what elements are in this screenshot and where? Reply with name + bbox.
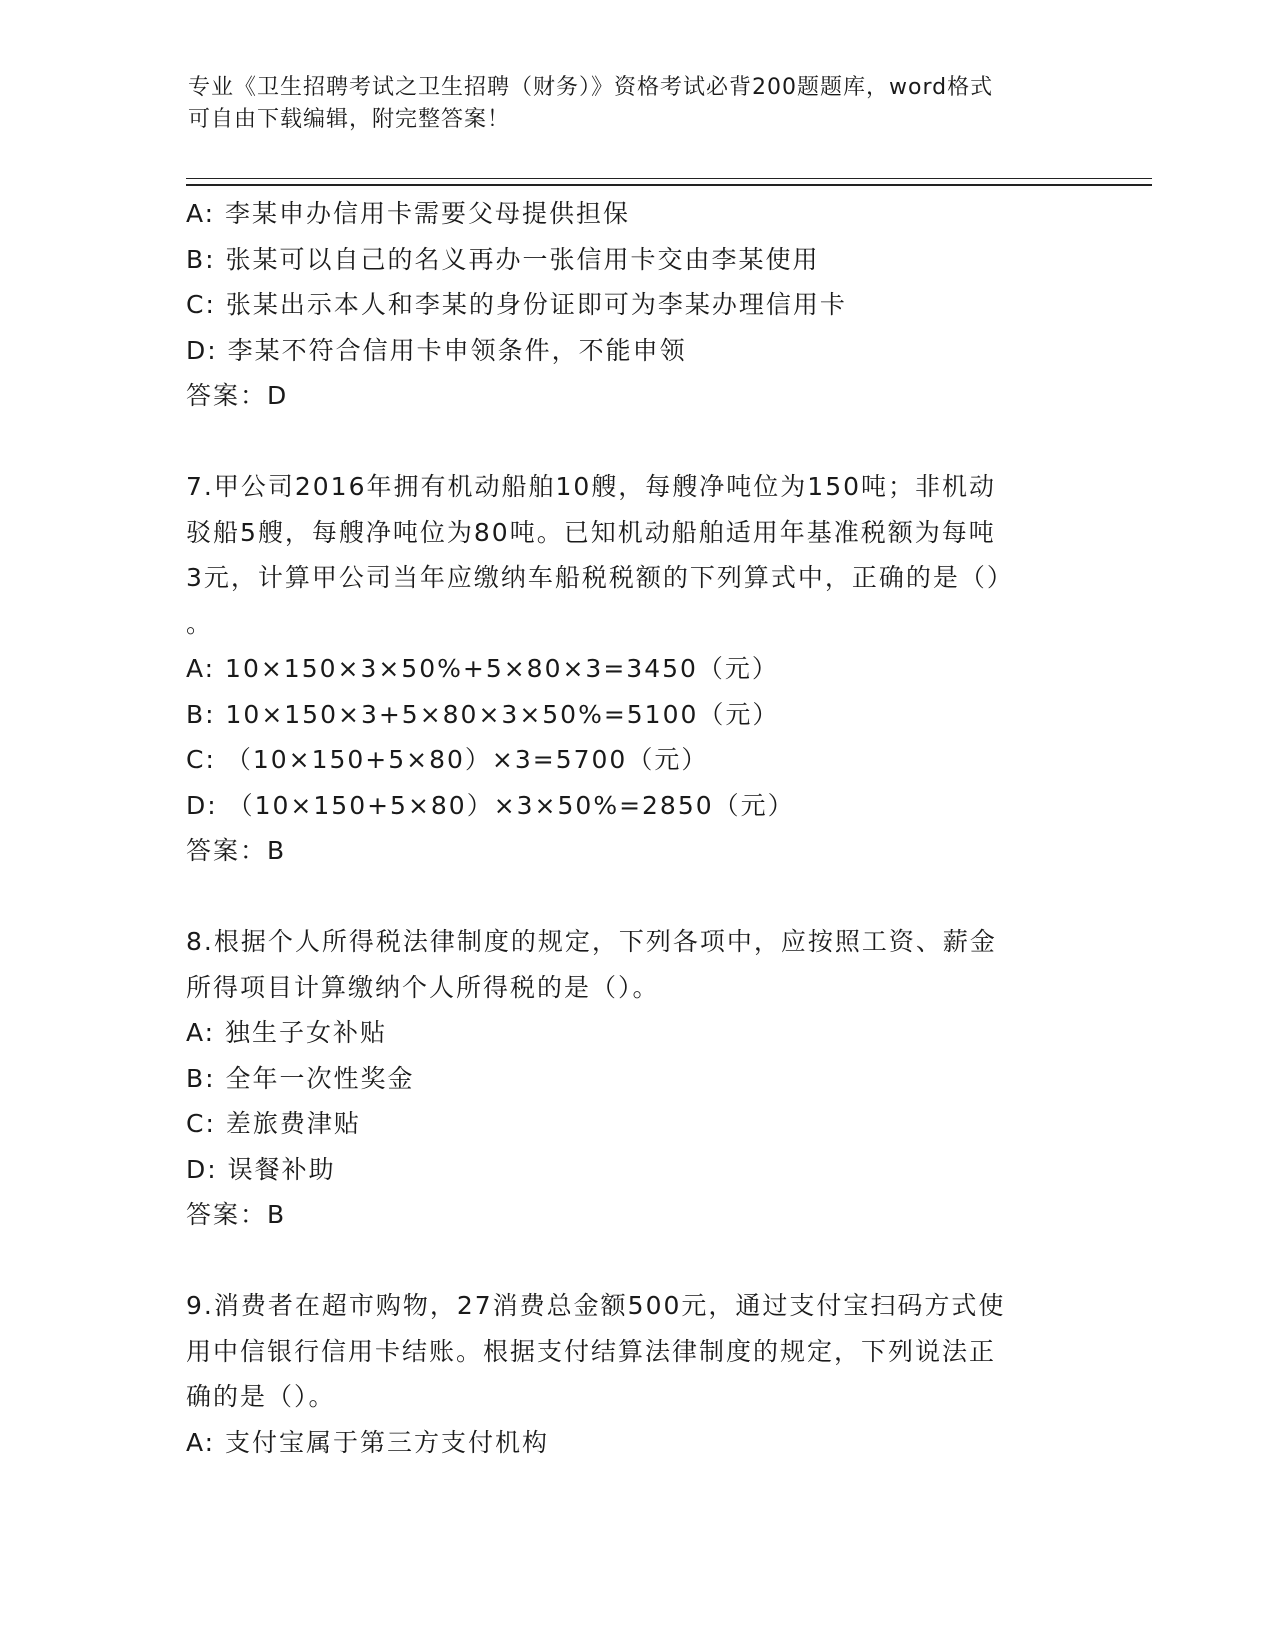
question-9-stem-line-2: 用中信银行信用卡结账。根据支付结算法律制度的规定，下列说法正	[186, 1336, 997, 1366]
question-7-answer: 答案：B	[186, 836, 287, 865]
header-title-line-2: 可自由下载编辑，附完整答案！	[188, 107, 511, 132]
header-divider	[186, 178, 1152, 186]
question-8-option-d: D: 误餐补助	[186, 1154, 336, 1184]
question-9-stem-line-3: 确的是（）。	[186, 1382, 336, 1411]
question-8-option-a: A: 独生子女补贴	[186, 1018, 388, 1047]
option-b: B: 张某可以自己的名义再办一张信用卡交由李某使用	[186, 244, 820, 274]
question-9-stem-line-1: 9.消费者在超市购物，27消费总金额500元，通过支付宝扫码方式使	[186, 1291, 1006, 1320]
question-8-option-b: B: 全年一次性奖金	[186, 1063, 415, 1093]
question-8-stem-line-2: 所得项目计算缴纳个人所得税的是（）。	[186, 972, 660, 1002]
question-7-option-d: D: （10×150+5×80）×3×50%=2850（元）	[186, 790, 795, 820]
question-7-option-a: A: 10×150×3×50%+5×80×3=3450（元）	[186, 654, 779, 683]
question-7-stem-line-2: 驳船5艘，每艘净吨位为80吨。已知机动船舶适用年基准税额为每吨	[186, 517, 996, 547]
question-7-stem-line-1: 7.甲公司2016年拥有机动船舶10艘，每艘净吨位为150吨；非机动	[186, 472, 997, 501]
question-8-answer: 答案：B	[186, 1200, 287, 1229]
document-header	[188, 72, 1068, 136]
option-d: D: 李某不符合信用卡申领条件，不能申领	[186, 335, 687, 365]
option-c: C: 张某出示本人和李某的身份证即可为李某办理信用卡	[186, 290, 847, 319]
answer-line: 答案：D	[186, 381, 289, 410]
question-9-option-a: A: 支付宝属于第三方支付机构	[186, 1427, 550, 1457]
question-8-stem-line-1: 8.根据个人所得税法律制度的规定，下列各项中，应按照工资、薪金	[186, 927, 997, 956]
option-a: A: 李某申办信用卡需要父母提供担保	[186, 199, 631, 228]
spacer	[186, 1238, 1086, 1284]
question-7-stem-line-4: 。	[186, 608, 214, 638]
question-7-stem-line-3: 3元，计算甲公司当年应缴纳车船税税额的下列算式中，正确的是（）	[186, 563, 1014, 592]
header-title-line-1: 专业《卫生招聘考试之卫生招聘（财务）》资格考试必背200题题库，word格式	[188, 75, 994, 100]
question-content	[186, 191, 1086, 1465]
question-7-option-c: C: （10×150+5×80）×3=5700（元）	[186, 745, 709, 774]
question-7-option-b: B: 10×150×3+5×80×3×50%=5100（元）	[186, 699, 780, 729]
spacer	[186, 874, 1086, 920]
spacer	[186, 419, 1086, 465]
question-8-option-c: C: 差旅费津贴	[186, 1109, 361, 1138]
